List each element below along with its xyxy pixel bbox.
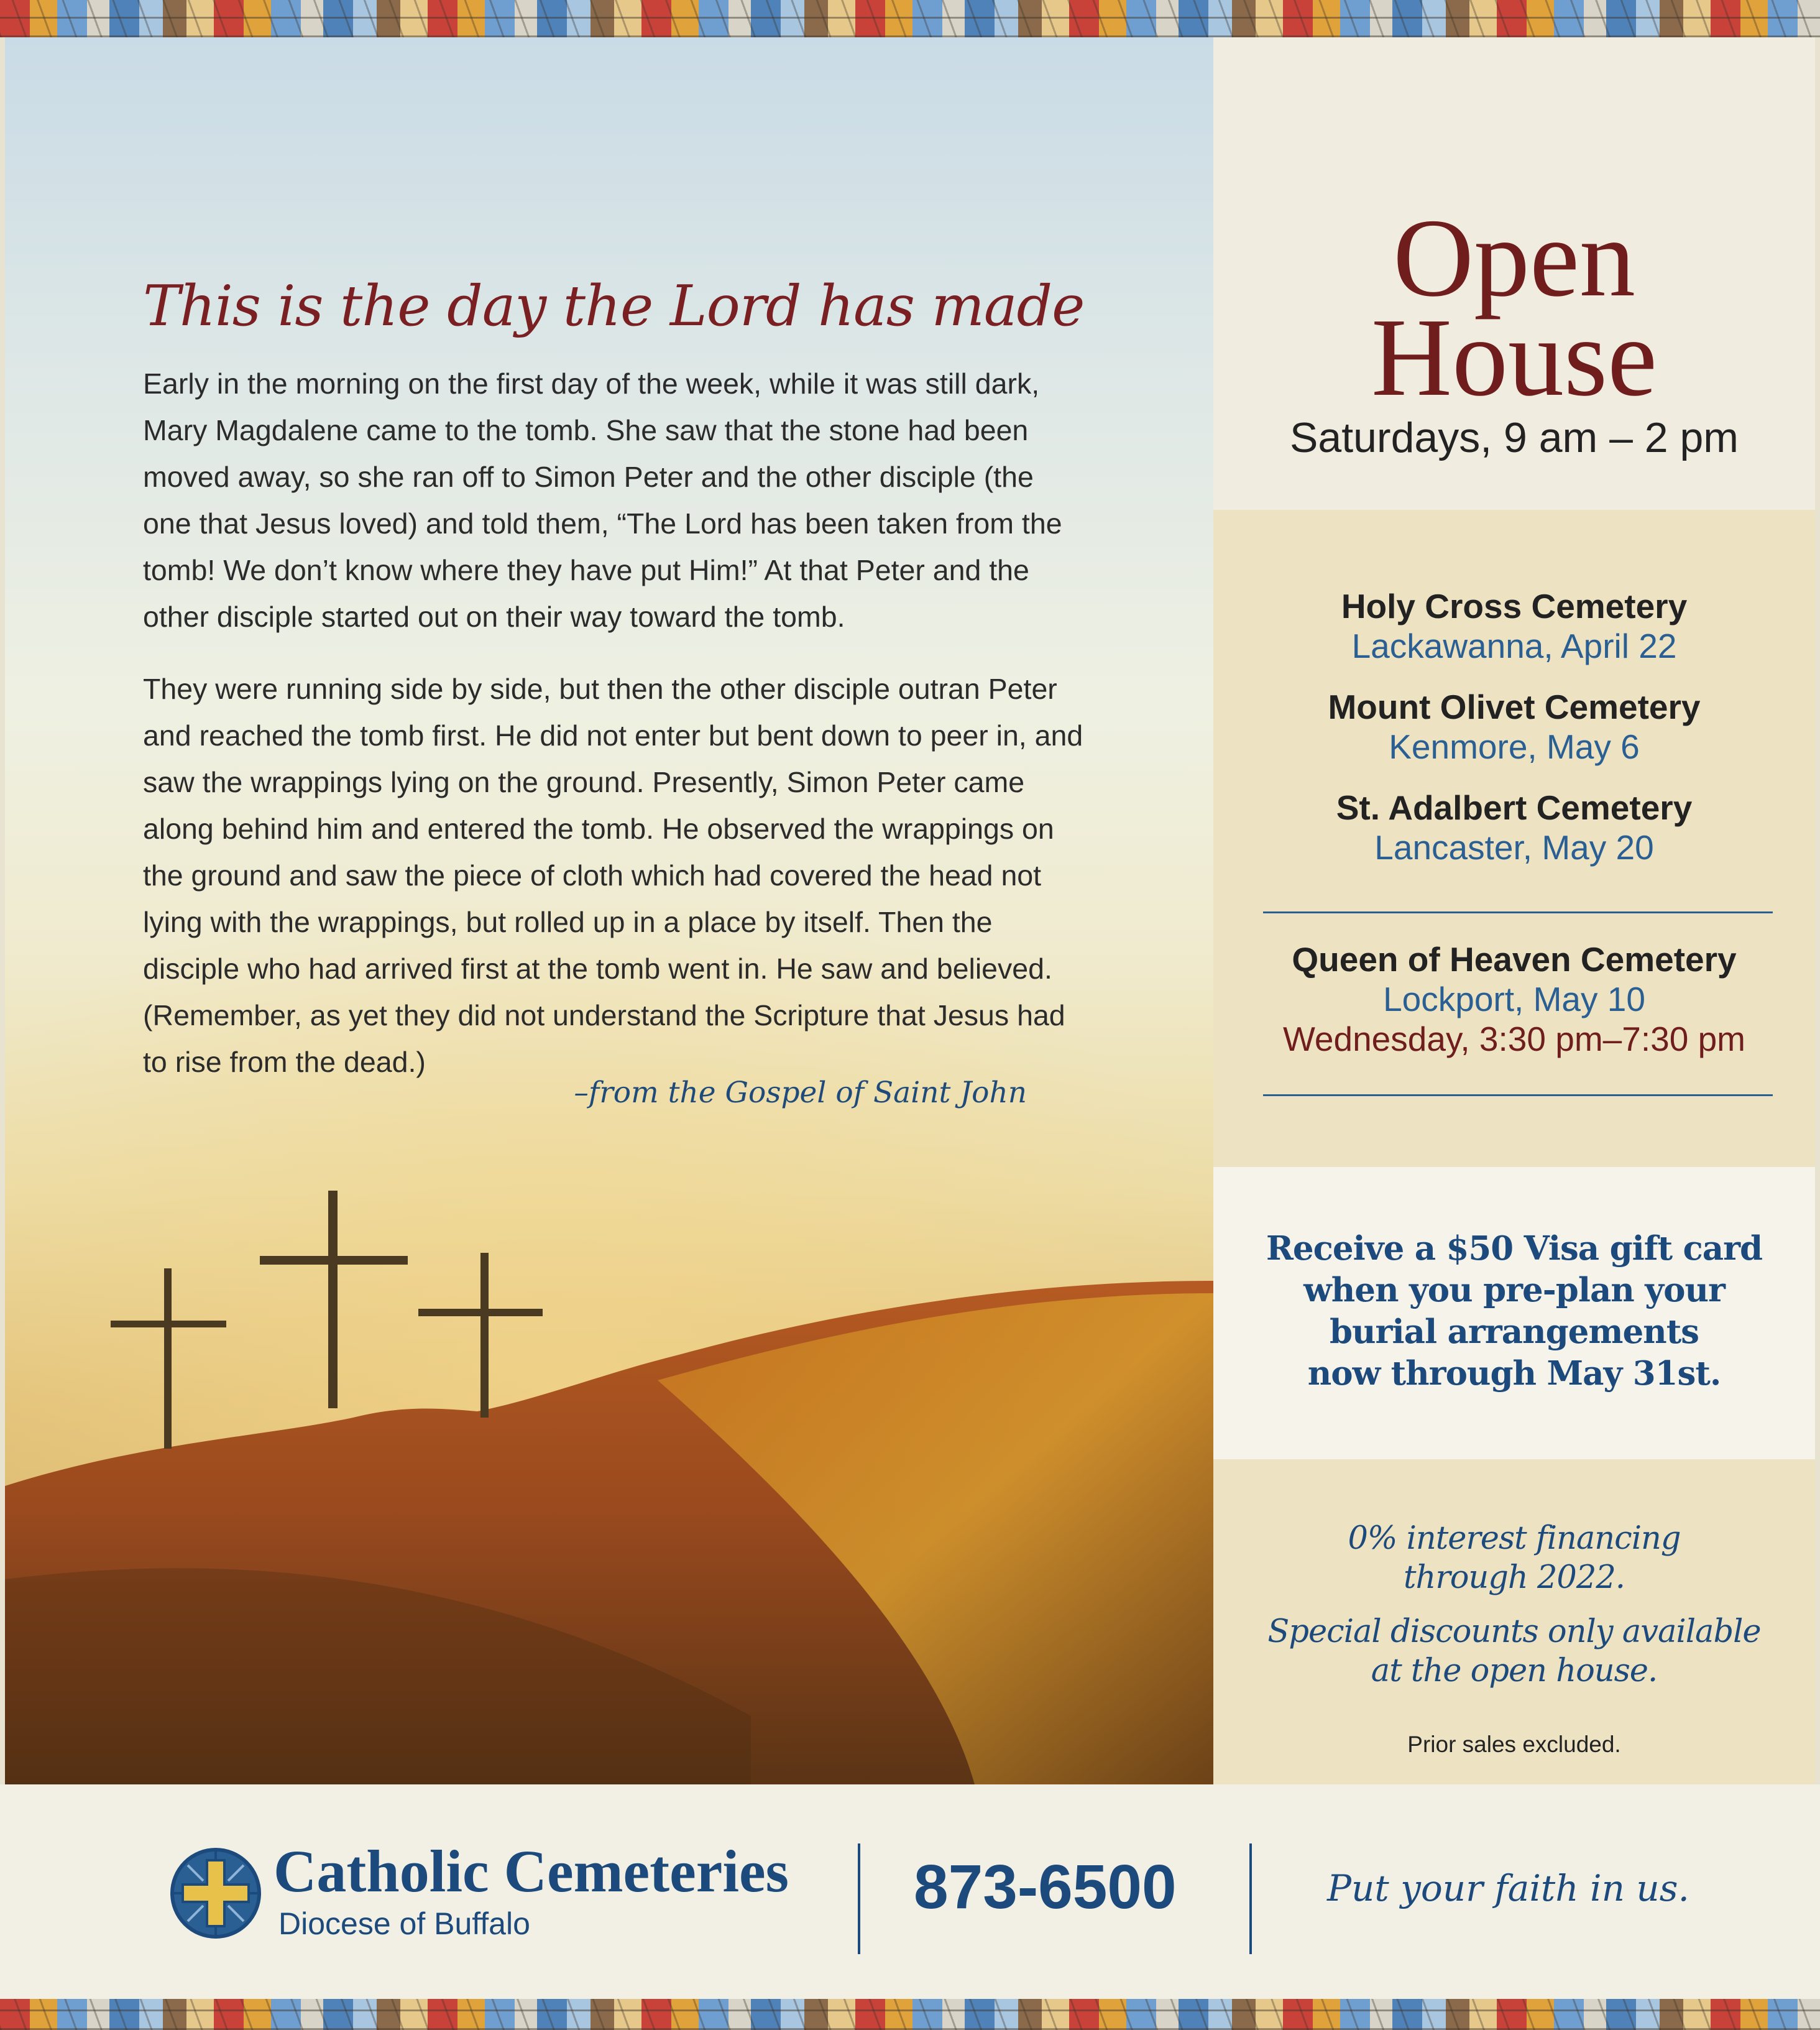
cemetery-name: Holy Cross Cemetery (1341, 587, 1688, 625)
cemetery-name: St. Adalbert Cemetery (1336, 788, 1693, 827)
cemetery-location-date: Lackawanna, April 22 (1351, 627, 1677, 665)
divider (1263, 1094, 1773, 1096)
offer-line: Receive a $50 Visa gift card (1266, 1229, 1763, 1268)
footer-band (0, 1784, 1820, 1999)
open-house-header (1213, 37, 1815, 510)
tagline: Put your faith in us. (1327, 1867, 1689, 1909)
discount-line: Special discounts only available (1267, 1613, 1761, 1650)
cemetery-location-date: Lancaster, May 20 (1374, 828, 1654, 867)
divider (1249, 1843, 1252, 1954)
cross-logo-icon (169, 1847, 262, 1940)
gift-card-offer-text (1213, 1228, 1815, 1395)
cemetery-name: Queen of Heaven Cemetery (1292, 940, 1737, 979)
open-house-hours: Saturdays, 9 am – 2 pm (1290, 414, 1739, 461)
cemetery-location-date: Kenmore, May 6 (1389, 727, 1640, 766)
cemetery-item-featured (1213, 939, 1815, 1059)
financing-line: 0% interest financing (1348, 1520, 1681, 1557)
scripture-title: This is the day the Lord has made (143, 274, 1085, 339)
open-house-column (1213, 37, 1815, 1784)
mosaic-border-bottom (0, 1999, 1820, 2030)
open-house-title-line-1: Open (1393, 196, 1635, 320)
cemetery-item (1213, 686, 1815, 766)
offer-line: when you pre-plan your (1303, 1271, 1725, 1309)
cemetery-location-date: Lockport, May 10 (1383, 980, 1645, 1018)
phone-number[interactable]: 873-6500 (914, 1852, 1177, 1922)
scripture-paragraph-2: They were running side by side, but then the other disciple outran Peter and reached the tomb first. He did not enter but bent down to peer in, and saw the wrappings lying on the ground. Presently, Simon Peter came along behind him and entered the tomb. He observed the wrappings on the ground and saw the piece of cloth which had covered the head not lying with the wrappings, but rolled up in a place by itself. Then the disciple who had arrived first at the tomb went in. He saw and believed. (Remember, as yet they did not understand the Scripture that Jesus had to rise from the dead.) (143, 673, 1083, 1078)
scripture-attribution: –from the Gospel of Saint John (574, 1076, 1027, 1110)
offer-line: now through May 31st. (1307, 1354, 1721, 1393)
mosaic-border-top (0, 0, 1820, 37)
financing-text (1213, 1519, 1815, 1597)
discount-text (1213, 1612, 1815, 1691)
divider (1263, 911, 1773, 913)
cemetery-item (1213, 787, 1815, 867)
discount-line: at the open house. (1371, 1653, 1658, 1689)
cemetery-name: Mount Olivet Cemetery (1328, 688, 1701, 726)
open-house-title-line-2: House (1371, 295, 1657, 419)
divider (858, 1843, 860, 1954)
scripture-paragraph-1: Early in the morning on the first day of the week, while it was still dark, Mary Magdalene came to the tomb. She saw that the stone had been moved away, so she ran off to Simon Peter and the other disciple (the one that Jesus loved) and told them, “The Lord has been taken from the tomb! We don’t know where they have put Him!” At that Peter and the other disciple started out on their way toward the tomb. (143, 367, 1062, 633)
gift-card-offer (1213, 1167, 1815, 1459)
scripture-panel (5, 37, 1213, 1784)
exclusion-note: Prior sales excluded. (1407, 1732, 1621, 1757)
cemetery-special-hours: Wednesday, 3:30 pm–7:30 pm (1283, 1020, 1745, 1058)
brand-name: Catholic Cemeteries (273, 1838, 789, 1904)
offer-line: burial arrangements (1329, 1313, 1699, 1351)
brand-subtitle: Diocese of Buffalo (278, 1906, 530, 1941)
cemetery-list (1213, 510, 1815, 1167)
cemetery-item (1213, 586, 1815, 665)
financing-line: through 2022. (1404, 1559, 1625, 1596)
